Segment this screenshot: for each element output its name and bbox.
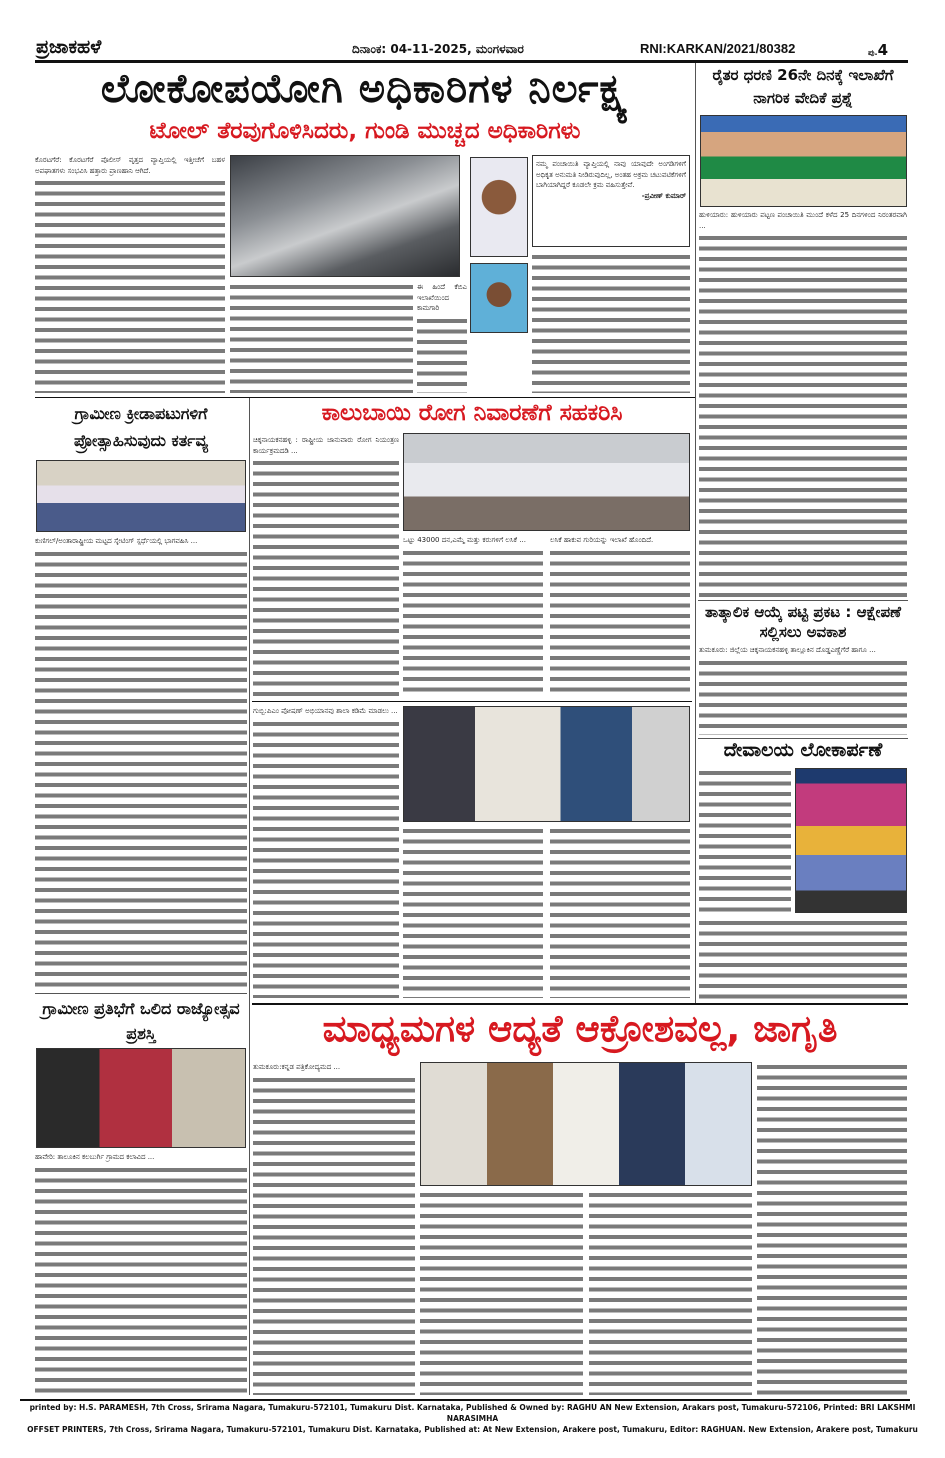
imprint-line-2: OFFSET PRINTERS, 7th Cross, Srirama Nagara, Tumakuru-572101, Tumakuru Dist. Karnataka, Published at: At New Extension, Arakere post, Tumakuru, Editor: RAGHUAN. New Extension, Arakere post, Tumakuru [27,1425,918,1434]
fmd-headline: ಕಾಲುಬಾಯಿ ರೋಗ ನಿವಾರಣೆಗೆ ಸಹಕರಿಸಿ [321,400,623,426]
selection-list-body: ತುಮಕೂರು: ಜಿಲ್ಲೆಯ ಚಿಕ್ಕನಾಯಕನಹಳ್ಳಿ ತಾಲ್ಲೂಕಿನ ದೊಡ್ಡಎಣ್ಣೆಗೆರೆ ಹಾಗೂ ... [699,645,907,735]
media-event-photo [420,1062,752,1186]
rural-athletes-headline: ಗ್ರಾಮೀಣ ಕ್ರೀಡಾಪಟುಗಳಿಗೆ ಪ್ರೋತ್ಸಾಹಿಸುವುದು ಕರ್ತವ್ಯ [74,404,208,450]
accident-car-photo [230,155,460,277]
media-body-col4 [757,1062,907,1395]
column-divider [249,398,250,1395]
fmd-body-col1: ಚಿಕ್ಕನಾಯಕನಹಳ್ಳಿ : ರಾಷ್ಟ್ರೀಯ ಜಾನುವಾರು ರೋಗ ನಿಯಂತ್ರಣ ಕಾರ್ಯಕ್ರಮದಡಿ ... [253,435,399,698]
media-body-col3 [589,1190,752,1395]
fmd-body-col2: ಒಟ್ಟು 43000 ದನ,ಎಮ್ಮೆ ಮತ್ತು ಕರುಗಳಿಗೆ ಲಸಿಕೆ ... [403,535,543,698]
temple-body-2 [699,918,907,1000]
poshan-photo [403,706,690,822]
media-headline: ಮಾಧ್ಯಮಗಳ ಆದ್ಯತೆ ಆಕ್ರೋಶವಲ್ಲ, ಜಾಗೃತಿ [322,1007,838,1050]
temple-headline: ದೇವಾಲಯ ಲೋಕಾರ್ಪಣೆ [723,739,883,761]
rni-number: RNI:KARKAN/2021/80382 [640,41,796,56]
lead-body-col2 [230,282,413,393]
imprint [15,1402,930,1435]
temple-body [699,768,791,913]
fmd-body-col3: ಲಸಿಕೆ ಹಾಕುವ ಗುರಿಯನ್ನು ಇಲಾಖೆ ಹೊಂದಿದೆ. [550,535,690,698]
masthead-rule [35,60,908,63]
poshan-body-col2 [403,826,543,998]
media-body-col2 [420,1190,583,1395]
lead-body-col3: ಈ ಹಿಂದೆ ಕೆಬಿಎ ಇಲಾಖೆಯಿಂದ ಕಾಮಗಾರಿ [417,282,467,393]
award-headline: ಗ್ರಾಮೀಣ ಪ್ರತಿಭೆಗೆ ಒಲಿದ ರಾಜ್ಯೋತ್ಸವ ಪ್ರಶಸ್ತಿ [42,999,240,1043]
divider [35,993,247,994]
poshan-body-col1: ಗುಬ್ಬಿ:ಪಿಎಂ ಪೋಷಣ್ ಅಭಿಯಾನವು ಶಾಲಾ ಕಡಿಮೆ ಮಾಡಲು ... [253,706,399,998]
award-photo [36,1048,246,1148]
quote-box: ನಮ್ಮ ಪಂಚಾಯಿತಿ ವ್ಯಾಪ್ತಿಯಲ್ಲಿ ನಾವು ಯಾವುದೇ ಅಂಗಡಿಗಳಿಗೆ ಅಧಿಕೃತ ಅನುಮತಿ ನೀಡಿರುವುದಿಲ್ಲ, ಅಂತಹ ಅಕ್ರಮ ಚಟುವಟಿಕೆಗಳಿಗೆ ಬಾಗಿಯಾಗಿದ್ದರೆ ಕೂಡಲೇ ಕ್ರಮ ವಹಿಸುತ್ತೇವೆ. -ಪ್ರವೀಣ್ ಕುಮಾರ್ [532,155,690,247]
rural-athletes-photo [36,460,246,532]
page-label: ಪು. [868,48,878,57]
farmers-protest-body: ಹುಳಿಯಾರು: ಹುಳಿಯಾರು ಪಟ್ಟಣ ಪಂಚಾಯಿತಿ ಮುಂದೆ ಕಳೆದ 25 ದಿನಗಳಿಂದ ನಿರಂತರವಾಗಿ ... [699,210,907,598]
page-number [868,40,888,59]
imprint-line-1: printed by: H.S. PARAMESH, 7th Cross, Srirama Nagara, Tumakuru-572101, Tumakuru Dist. Karnataka, Published & Owned by: RAGHU AN New Extension, Arakars post, Tumakuru-572106, Printed: BRI LAKSHMI NARASIMHA [29,1403,916,1423]
farmers-protest-headline: ರೈತರ ಧರಣಿ 26ನೇ ದಿನಕ್ಕೆ ಇಲಾಖೆಗೆ ನಾಗರಿಕ ವೇದಿಕೆ ಪ್ರಶ್ನೆ [712,66,894,107]
official-portrait-2 [470,263,528,333]
temple-photo [795,768,907,913]
quote-author: -ಪ್ರವೀಣ್ ಕುಮಾರ್ [641,191,686,200]
issue-date: ದಿನಾಂಕ: 04-11-2025, ಮಂಗಳವಾರ [352,42,524,56]
award-body: ಹಾವೇರಿ: ತಾಲೂಕಿನ ಕಲಬುರ್ಗಿ ಗ್ರಾಮದ ಕಲಾವಿದ ... [35,1152,247,1395]
divider [252,1003,908,1005]
poshan-body-col3 [550,826,690,998]
selection-list-headline: ತಾತ್ಕಾಲಿಕ ಆಯ್ಕೆ ಪಟ್ಟಿ ಪ್ರಕಟ : ಆಕ್ಷೇಪಣೆ ಸಲ್ಲಿಸಲು ಅವಕಾಶ [704,603,902,641]
media-body-col1: ತುಮಕೂರು:ಕನ್ನಡ ಪತ್ರಿಕೋದ್ಯಮದ ... [253,1062,415,1395]
column-divider [695,63,696,1003]
lead-body-col4 [532,252,690,393]
divider [252,701,692,702]
masthead-title: ಪ್ರಜಾಕಹಳೆ [36,36,102,58]
lead-body-col1: ಕೊರಟಗೆರೆ: ಕೊರಟಗೆರೆ ಪೊಲೀಸ್ ವೃತ್ತದ ವ್ಯಾಪ್ತಿಯಲ್ಲಿ ಇತ್ತೀಚೆಗೆ ಬಹಳ ಅಪಘಾತಗಳು ಸಂಭವಿಸಿ ಹತ್ತಾರು ಪ್ರಾಣಹಾನಿ ಆಗಿದೆ. [35,155,225,393]
lead-headline: ಲೋಕೋಪಯೋಗಿ ಅಧಿಕಾರಿಗಳ ನಿರ್ಲಕ್ಷ್ಯ [100,66,630,112]
footer-rule [20,1399,910,1401]
official-portrait-1 [470,157,528,257]
fmd-campaign-photo [403,433,690,531]
divider [698,600,908,601]
divider [35,397,695,398]
page-number-value: 4 [877,41,888,59]
lead-subheadline: ಟೋಲ್ ತೆರವುಗೊಳಿಸಿದರು, ಗುಂಡಿ ಮುಚ್ಚದ ಅಧಿಕಾರಿಗಳು [149,118,581,144]
farmers-protest-photo [700,115,907,207]
rural-athletes-body: ಕುಣಿಗಲ್/ಅಂತಾರಾಷ್ಟ್ರೀಯ ಮಟ್ಟದ ಸ್ಕೇಟಿಂಗ್ ಸ್ಪರ್ಧೆಯಲ್ಲಿ ಭಾಗವಹಿಸಿ ... [35,536,247,990]
